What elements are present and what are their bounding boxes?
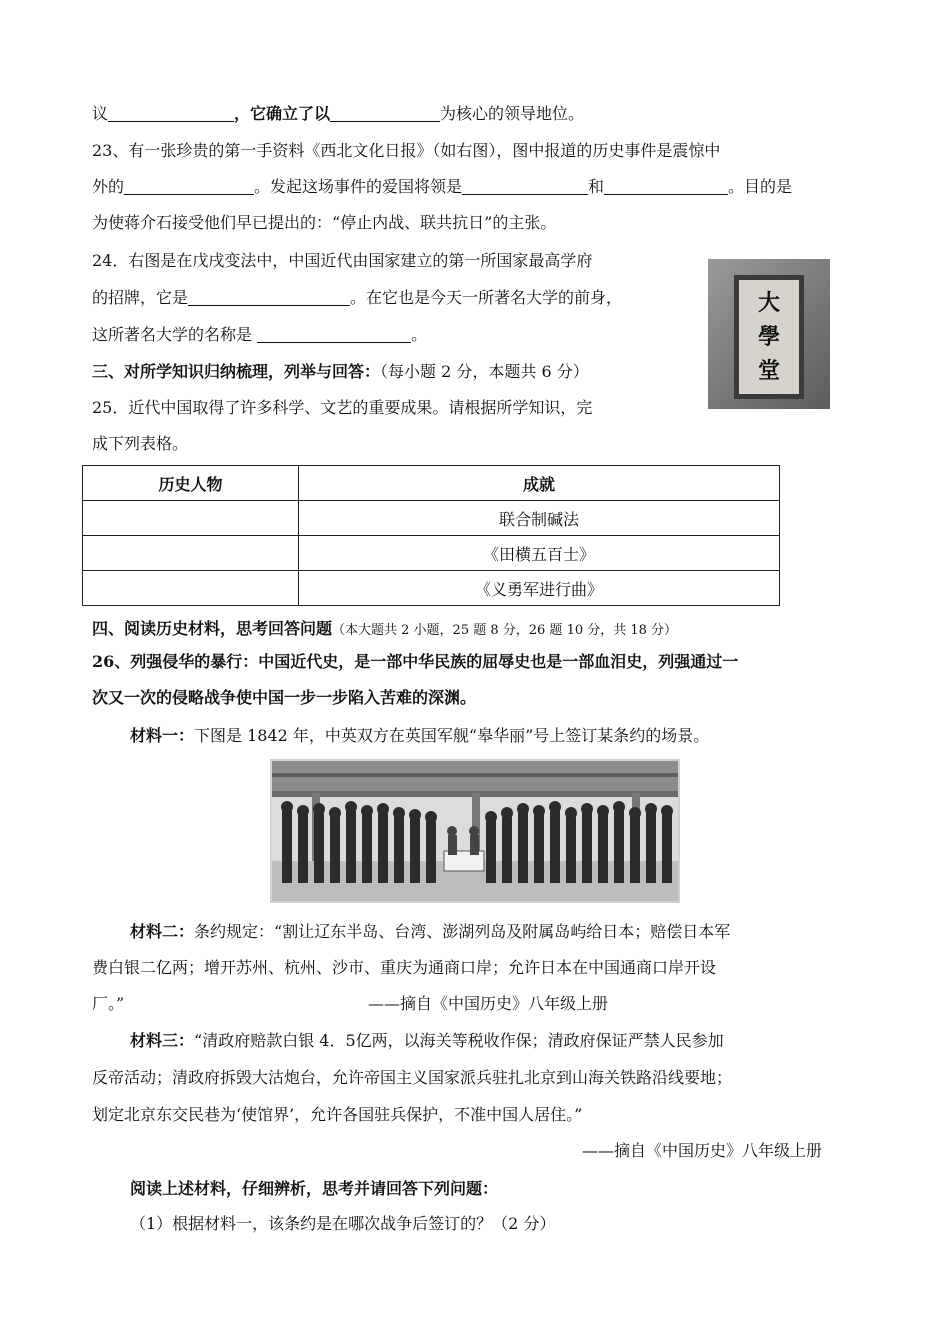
material-2-line-1: 材料二：条约规定：“割让辽东半岛、台湾、澎湖列岛及附属岛屿给日本；赔偿日本军: [130, 922, 731, 941]
answer-blank[interactable]: [462, 178, 588, 195]
section-3-heading: 三、对所学知识归纳梳理，列举与回答：（每小题 2 分，本题共 6 分）: [92, 362, 589, 381]
answer-blank[interactable]: [604, 178, 728, 195]
q26-line-2: 次又一次的侵略战争使中国一步一步陷入苦难的深渊。: [92, 688, 477, 707]
material-2-line-3: 厂。”: [92, 994, 125, 1013]
table-row: [83, 571, 780, 606]
header-person: 历史人物: [83, 466, 299, 501]
table-row: [83, 501, 780, 536]
q26-line-1: 26、列强侵华的暴行：中国近代史，是一部中华民族的屈辱史也是一部血泪史，列强通过一: [92, 652, 739, 671]
achievement-cell: 联合制碱法: [299, 501, 780, 536]
achievements-table: [82, 465, 780, 606]
answer-blank[interactable]: [188, 289, 350, 306]
material-2-line-2: 费白银二亿两；增开苏州、杭州、沙市、重庆为通商口岸；允许日本在中国通商口岸开设: [92, 958, 717, 977]
answer-blank[interactable]: [257, 326, 411, 343]
answer-blank[interactable]: [108, 105, 234, 122]
treaty-signing-illustration: [272, 761, 678, 901]
material-1: 材料一：下图是 1842 年，中英双方在英国军舰“皋华丽”号上签订某条约的场景。: [130, 726, 710, 745]
person-answer-cell[interactable]: [83, 571, 299, 606]
reading-instruction: 阅读上述材料，仔细辨析，思考并请回答下列问题：: [130, 1179, 499, 1198]
table-row: [83, 536, 780, 571]
achievement-cell: 《义勇军进行曲》: [299, 571, 780, 606]
section-4-heading: 四、阅读历史材料，思考回答问题（本大题共 2 小题，25 题 8 分，26 题 10 分，共 18 分）: [92, 619, 678, 638]
q24-line-2: 的招牌，它是 。在它也是今天一所著名大学的前身，: [92, 288, 623, 307]
q24-line-3: 这所著名大学的名称是 。: [92, 325, 428, 344]
material-3-line-2: 反帝活动；清政府拆毁大沽炮台，允许帝国主义国家派兵驻扎北京到山海关铁路沿线要地；: [92, 1068, 733, 1087]
q24-line-1: 24．右图是在戊戌变法中，中国近代由国家建立的第一所国家最高学府: [92, 251, 593, 270]
plaque-frame: [734, 275, 804, 399]
q23-line-1: 23、有一张珍贵的第一手资料《西北文化日报》（如右图），图中报道的历史事件是震惊中: [92, 141, 721, 160]
q25-line-2: 成下列表格。: [92, 434, 189, 453]
answer-blank[interactable]: [124, 178, 254, 195]
q22-line: 议 ，它确立了以 为核心的领导地位。: [92, 104, 585, 123]
table-header-row: [83, 466, 780, 501]
material-2-source: ——摘自《中国历史》八年级上册: [368, 994, 609, 1013]
person-answer-cell[interactable]: [83, 536, 299, 571]
q23-line-2: 外的 。发起这场事件的爱国将领是 和 。目的是: [92, 177, 793, 196]
material-3-line-3: 划定北京东交民巷为‘使馆界’，允许各国驻兵保护，不准中国人居住。”: [92, 1105, 583, 1124]
treaty-signing-photo: [270, 759, 680, 903]
plaque-char: 大: [757, 290, 780, 316]
university-plaque-image: [708, 259, 830, 409]
material-3-source: ——摘自《中国历史》八年级上册: [581, 1141, 822, 1160]
plaque-char: 學: [757, 324, 780, 350]
answer-blank[interactable]: [330, 105, 440, 122]
q25-line-1: 25．近代中国取得了许多科学、文艺的重要成果。请根据所学知识，完: [92, 398, 593, 417]
header-achievement: 成就: [299, 466, 780, 501]
q23-line-3: 为使蒋介石接受他们早已提出的：“停止内战、联共抗日”的主张。: [92, 213, 557, 232]
achievement-cell: 《田横五百士》: [299, 536, 780, 571]
plaque-char: 堂: [757, 358, 780, 384]
sub-question-1: （1）根据材料一，该条约是在哪次战争后签订的？（2 分）: [130, 1214, 556, 1233]
material-3-line-1: 材料三：“清政府赔款白银 4．5亿两，以海关等税收作保；清政府保证严禁人民参加: [130, 1031, 724, 1050]
person-answer-cell[interactable]: [83, 501, 299, 536]
